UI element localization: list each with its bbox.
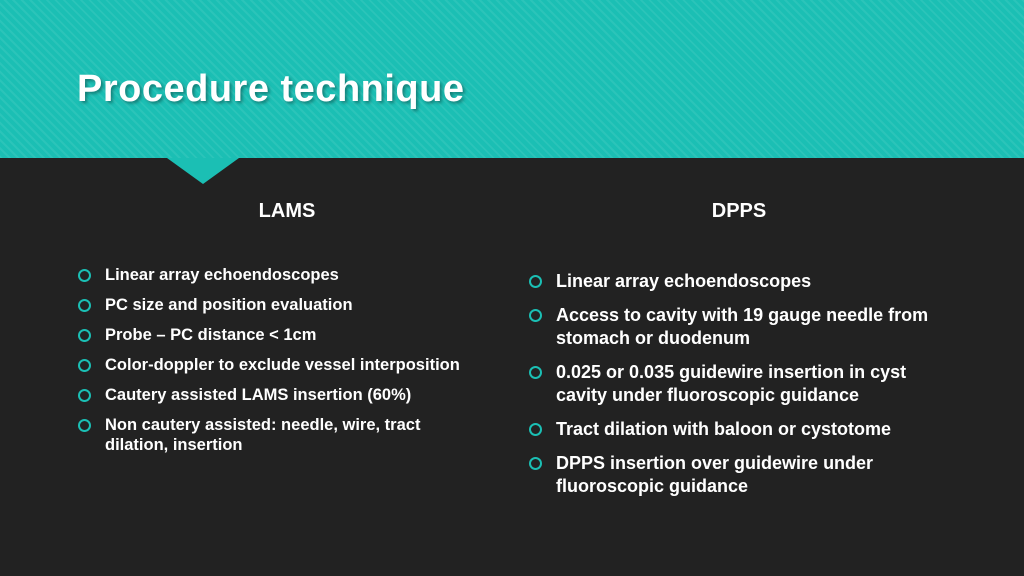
list-item [78, 295, 468, 315]
list-item [78, 325, 468, 345]
list-item [529, 304, 949, 350]
hollow-circle-icon [529, 275, 542, 288]
hollow-circle-icon [78, 329, 91, 342]
dpps-heading: DPPS [711, 200, 767, 222]
list-item-text: Probe – PC distance < 1cm [105, 326, 317, 344]
list-item-text: Linear array echoendoscopes [105, 266, 339, 284]
list-item [529, 452, 949, 498]
hollow-circle-icon [78, 269, 91, 282]
dpps-list [529, 270, 949, 509]
list-item [529, 418, 949, 441]
slide-title: Procedure technique [77, 68, 465, 110]
lams-list [78, 265, 468, 465]
list-item [78, 385, 468, 405]
hollow-circle-icon [529, 366, 542, 379]
list-item [78, 415, 468, 455]
hollow-circle-icon [529, 457, 542, 470]
list-item-text: Tract dilation with baloon or cystotome [556, 419, 892, 439]
list-item-text: 0.025 or 0.035 guidewire insertion in cyst cavity under fluoroscopic guidance [556, 362, 907, 405]
list-item [78, 265, 468, 285]
list-item-text: Non cautery assisted: needle, wire, tract dilation, insertion [105, 416, 421, 454]
list-item-text: Access to cavity with 19 gauge needle from stomach or duodenum [556, 305, 929, 348]
list-item [529, 270, 949, 293]
hollow-circle-icon [78, 299, 91, 312]
hollow-circle-icon [78, 419, 91, 432]
list-item-text: PC size and position evaluation [105, 296, 353, 314]
list-item-text: DPPS insertion over guidewire under fluoroscopic guidance [556, 453, 874, 496]
lams-heading: LAMS [258, 200, 316, 222]
list-item [78, 355, 468, 375]
hollow-circle-icon [78, 389, 91, 402]
banner-notch [167, 158, 239, 184]
hollow-circle-icon [529, 309, 542, 322]
list-item-text: Cautery assisted LAMS insertion (60%) [105, 386, 412, 404]
list-item-text: Linear array echoendoscopes [556, 271, 812, 291]
hollow-circle-icon [78, 359, 91, 372]
hollow-circle-icon [529, 423, 542, 436]
list-item [529, 361, 949, 407]
list-item-text: Color-doppler to exclude vessel interposition [105, 356, 460, 374]
